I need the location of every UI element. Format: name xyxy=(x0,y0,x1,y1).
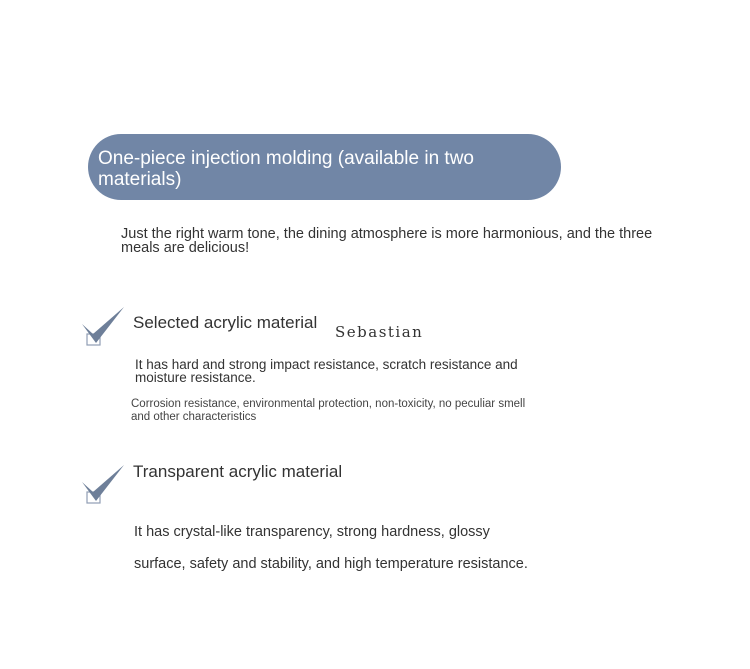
banner-title: One-piece injection molding (available in two materials) xyxy=(98,148,474,190)
intro-text: Just the right warm tone, the dining atmosphere is more harmonious, and the three meals are delicious! xyxy=(121,226,653,256)
feature-description-transparent-acrylic-line2: surface, safety and stability, and high temperature resistance. xyxy=(134,556,528,572)
signature-text: Sebastian xyxy=(335,323,424,341)
feature-description-selected-acrylic: It has hard and strong impact resistance, scratch resistance and moisture resistance. xyxy=(135,357,518,385)
checkmark-icon xyxy=(80,462,128,506)
feature-title-selected-acrylic: Selected acrylic material xyxy=(133,313,318,332)
feature-description-transparent-acrylic-line1: It has crystal-like transparency, strong hardness, glossy xyxy=(134,524,490,540)
feature-title-transparent-acrylic: Transparent acrylic material xyxy=(133,462,343,481)
section-banner xyxy=(88,134,561,200)
feature-note-selected-acrylic: Corrosion resistance, environmental protection, non-toxicity, no peculiar smell and other characteristics xyxy=(131,398,526,423)
checkmark-icon xyxy=(80,304,128,348)
